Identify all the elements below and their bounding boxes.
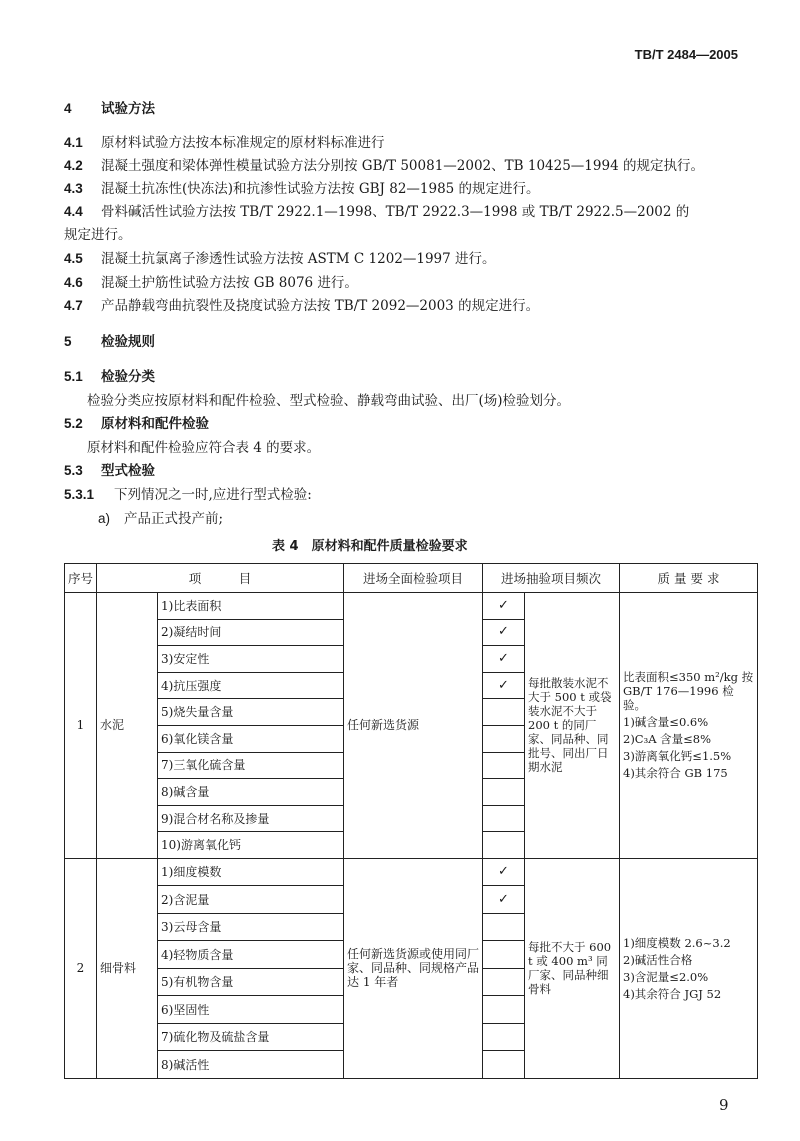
section-line bbox=[64, 274, 358, 292]
section-text: 型式检验 bbox=[101, 463, 155, 479]
section-text: 原材料和配件检验应符合表 4 的要求。 bbox=[87, 440, 321, 456]
section-number: 4.7 bbox=[64, 298, 83, 313]
quality-requirement bbox=[620, 858, 758, 1078]
check-cell bbox=[483, 832, 525, 859]
inspection-item: 5)烧失量含量 bbox=[158, 699, 344, 726]
check-cell bbox=[483, 805, 525, 832]
section-number: 4 bbox=[64, 101, 72, 116]
section-line bbox=[87, 439, 320, 457]
quality-line: 1)碱含量≤0.6% bbox=[623, 715, 709, 730]
section-number: a) bbox=[98, 511, 111, 526]
section-text: 混凝土抗氯离子渗透性试验方法按 ASTM C 1202—1997 进行。 bbox=[101, 251, 496, 267]
material-name: 细骨料 bbox=[97, 858, 158, 1078]
inspection-item: 5)有机物含量 bbox=[158, 968, 344, 996]
header-full: 进场全面检验项目 bbox=[344, 564, 483, 593]
inspection-item: 6)氧化镁含量 bbox=[158, 725, 344, 752]
section-line bbox=[64, 368, 155, 386]
section-number: 4.4 bbox=[64, 204, 83, 219]
section-number: 4.3 bbox=[64, 181, 83, 196]
check-cell bbox=[483, 725, 525, 752]
section-text: 检验规则 bbox=[101, 334, 155, 350]
section-text: 骨料碱活性试验方法按 TB/T 2922.1—1998、TB/T 2922.3—1998 或 TB/T 2922.5—2002 的 bbox=[101, 204, 690, 220]
quality-line: 4)其余符合 GB 175 bbox=[623, 766, 728, 781]
inspection-item: 9)混合材名称及掺量 bbox=[158, 805, 344, 832]
section-line bbox=[64, 226, 132, 244]
table-title: 表 4 原材料和配件质量检验要求 bbox=[272, 539, 468, 554]
section-line bbox=[64, 203, 689, 221]
section-text: 混凝土强度和梁体弹性模量试验方法分别按 GB/T 50081—2002、TB 10425—1994 的规定执行。 bbox=[101, 158, 704, 174]
section-text: 试验方法 bbox=[101, 101, 155, 117]
quality-line: 3)游离氧化钙≤1.5% bbox=[623, 749, 732, 764]
inspection-item: 3)云母含量 bbox=[158, 913, 344, 941]
inspection-item: 2)含泥量 bbox=[158, 886, 344, 914]
sampling-frequency: 每批散装水泥不大于 500 t 或袋装水泥不大于 200 t 的同厂家、同品种、同批号、同出厂日期水泥 bbox=[525, 593, 620, 859]
section-line bbox=[64, 250, 496, 268]
row-number: 2 bbox=[65, 858, 97, 1078]
inspection-item: 4)轻物质含量 bbox=[158, 941, 344, 969]
section-text: 混凝土护筋性试验方法按 GB 8076 进行。 bbox=[101, 275, 358, 291]
sampling-frequency: 每批不大于 600 t 或 400 m³ 同厂家、同品种细骨料 bbox=[525, 858, 620, 1078]
check-cell bbox=[483, 968, 525, 996]
section-line bbox=[64, 134, 385, 152]
section-text: 规定进行。 bbox=[64, 227, 132, 243]
full-inspection-scope: 任何新选货源或使用同厂家、同品种、同规格产品达 1 年者 bbox=[344, 858, 483, 1078]
quality-line: 1)细度模数 2.6~3.2 bbox=[623, 935, 731, 950]
header-item: 项 目 bbox=[97, 564, 344, 593]
inspection-item: 1)比表面积 bbox=[158, 593, 344, 620]
header-no: 序号 bbox=[65, 564, 97, 593]
section-line bbox=[98, 510, 223, 528]
section-text: 下列情况之一时,应进行型式检验: bbox=[114, 487, 312, 503]
section-line bbox=[64, 333, 155, 351]
page-number: 9 bbox=[719, 1096, 729, 1114]
quality-requirement bbox=[620, 593, 758, 859]
check-cell bbox=[483, 779, 525, 806]
check-cell bbox=[483, 941, 525, 969]
quality-line: 2)碱活性合格 bbox=[623, 952, 693, 967]
section-text: 原材料试验方法按本标准规定的原材料标准进行 bbox=[101, 135, 385, 151]
quality-line: 3)含泥量≤2.0% bbox=[623, 969, 709, 984]
quality-line: 4)其余符合 JGJ 52 bbox=[623, 986, 722, 1001]
inspection-item: 8)碱含量 bbox=[158, 779, 344, 806]
section-text: 检验分类 bbox=[101, 369, 155, 385]
section-text: 原材料和配件检验 bbox=[101, 416, 209, 432]
section-line bbox=[64, 415, 209, 433]
section-line bbox=[87, 392, 570, 410]
inspection-item: 8)碱活性 bbox=[158, 1051, 344, 1079]
header-freq: 进场抽验项目频次 bbox=[483, 564, 620, 593]
inspection-item: 2)凝结时间 bbox=[158, 619, 344, 646]
inspection-item: 6)坚固性 bbox=[158, 996, 344, 1024]
check-cell bbox=[483, 1051, 525, 1079]
section-text: 检验分类应按原材料和配件检验、型式检验、静载弯曲试验、出厂(场)检验划分。 bbox=[87, 393, 571, 409]
section-number: 5.2 bbox=[64, 416, 83, 431]
section-number: 4.6 bbox=[64, 275, 83, 290]
section-text: 产品静载弯曲抗裂性及挠度试验方法按 TB/T 2092—2003 的规定进行。 bbox=[101, 298, 540, 314]
section-number: 5 bbox=[64, 334, 72, 349]
inspection-item: 4)抗压强度 bbox=[158, 672, 344, 699]
check-cell: ✓ bbox=[483, 886, 525, 914]
quality-line: 2)C₃A 含量≤8% bbox=[623, 732, 712, 747]
section-line bbox=[64, 180, 540, 198]
section-line bbox=[64, 462, 155, 480]
section-number: 4.1 bbox=[64, 135, 83, 150]
section-line bbox=[64, 297, 539, 315]
check-cell bbox=[483, 699, 525, 726]
check-cell bbox=[483, 913, 525, 941]
check-cell: ✓ bbox=[483, 619, 525, 646]
quality-inspection-table bbox=[64, 563, 758, 1079]
section-line bbox=[64, 157, 704, 175]
check-cell: ✓ bbox=[483, 672, 525, 699]
table-row bbox=[65, 593, 758, 620]
row-number: 1 bbox=[65, 593, 97, 859]
inspection-item: 7)硫化物及硫盐含量 bbox=[158, 1023, 344, 1051]
check-cell: ✓ bbox=[483, 593, 525, 620]
check-cell bbox=[483, 1023, 525, 1051]
section-number: 5.1 bbox=[64, 369, 83, 384]
document-header: TB/T 2484—2005 bbox=[634, 47, 738, 62]
check-cell: ✓ bbox=[483, 858, 525, 886]
check-cell: ✓ bbox=[483, 646, 525, 673]
section-line bbox=[64, 100, 155, 118]
inspection-item: 1)细度模数 bbox=[158, 858, 344, 886]
section-line bbox=[64, 486, 312, 504]
header-quality: 质 量 要 求 bbox=[620, 564, 758, 593]
section-text: 产品正式投产前; bbox=[124, 511, 224, 527]
check-cell bbox=[483, 752, 525, 779]
section-number: 5.3.1 bbox=[64, 487, 95, 502]
quality-line: 比表面积≤350 m²/kg 按 GB/T 176—1996 检验。 bbox=[623, 670, 754, 713]
inspection-item: 10)游离氧化钙 bbox=[158, 832, 344, 859]
table-row bbox=[65, 858, 758, 886]
full-inspection-scope: 任何新选货源 bbox=[344, 593, 483, 859]
check-cell bbox=[483, 996, 525, 1024]
material-name: 水泥 bbox=[97, 593, 158, 859]
section-number: 4.2 bbox=[64, 158, 83, 173]
inspection-item: 7)三氧化硫含量 bbox=[158, 752, 344, 779]
section-text: 混凝土抗冻性(快冻法)和抗渗性试验方法按 GBJ 82—1985 的规定进行。 bbox=[101, 181, 540, 197]
section-number: 4.5 bbox=[64, 251, 83, 266]
section-number: 5.3 bbox=[64, 463, 83, 478]
inspection-item: 3)安定性 bbox=[158, 646, 344, 673]
